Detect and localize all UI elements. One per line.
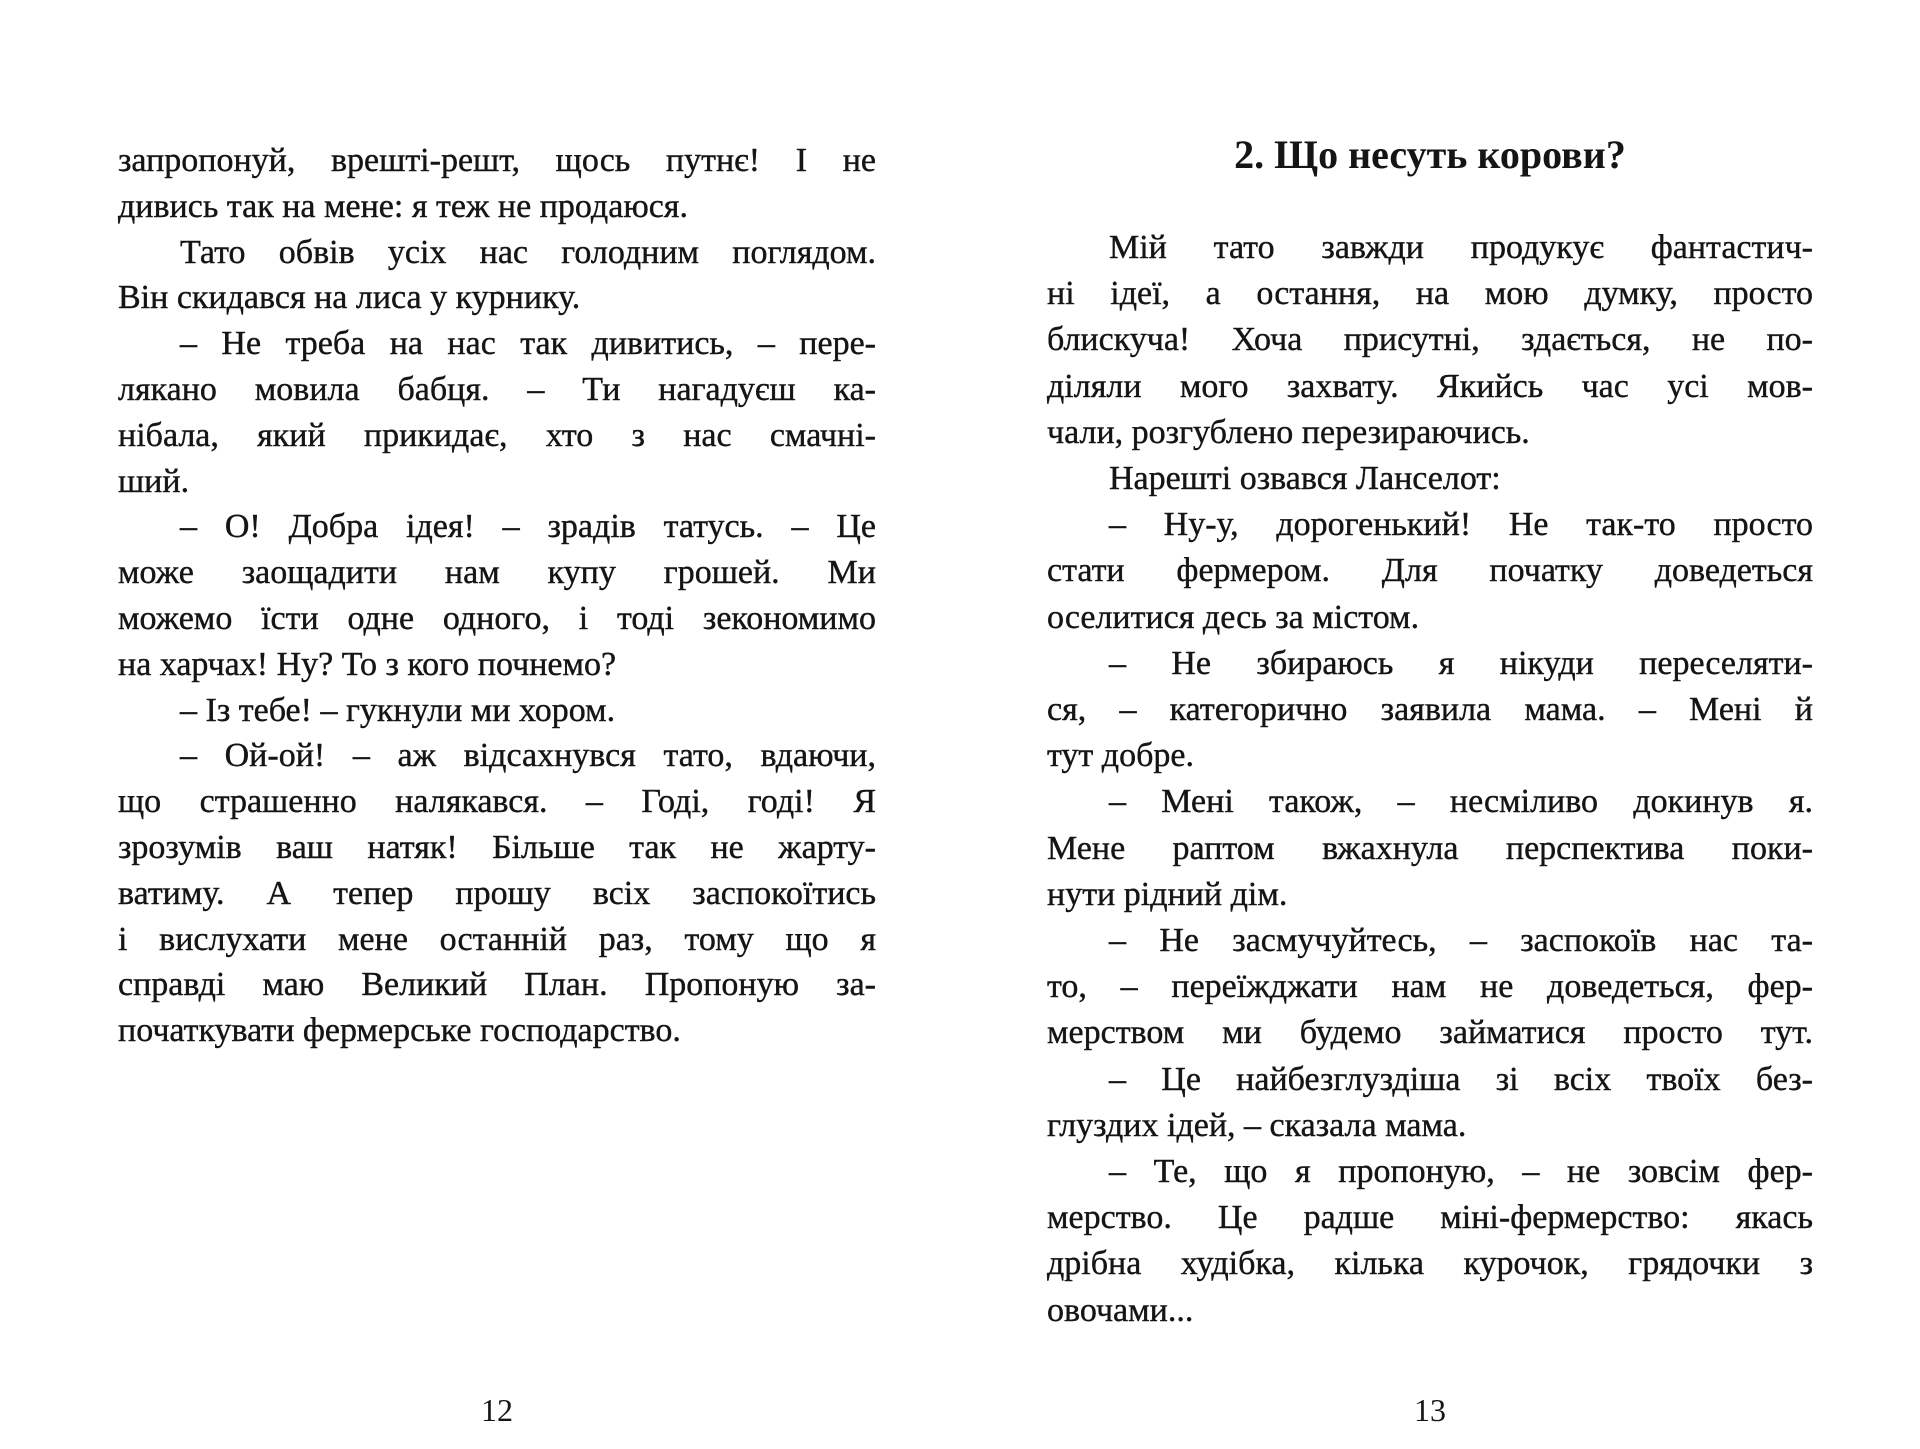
text-line: Мене раптом вжахнула перспектива поки- <box>1047 829 1813 867</box>
text-line: – Це найбезглуздіша зі всіх твоїх без- <box>1109 1060 1813 1098</box>
text-line: зрозумів ваш натяк! Більше так не жарту- <box>118 829 876 866</box>
left-page <box>118 0 876 1449</box>
text-line: ватиму. А тепер прошу всіх заспокоїтись <box>118 874 876 912</box>
text-line: – Не засмучуйтесь, – заспокоїв нас та- <box>1109 922 1813 959</box>
text-line: дивись так на мене: я теж не продаюся. <box>118 187 688 225</box>
text-line: Нарешті озвався Ланселот: <box>1109 460 1501 497</box>
text-line: – Мені також, – несміливо докинув я. <box>1109 783 1813 821</box>
text-line: дрібна худібка, кілька курочок, грядочки з <box>1047 1245 1813 1283</box>
text-line: чали, розгублено перезираючись. <box>1047 413 1530 451</box>
text-line: овочами... <box>1047 1291 1194 1329</box>
text-line: лякано мовила бабця. – Ти нагадуєш ка- <box>118 371 876 408</box>
right-page <box>1047 0 1813 1449</box>
text-line: на харчах! Ну? То з кого почнемо? <box>118 645 617 683</box>
text-line: мерством ми будемо займатися просто тут. <box>1047 1014 1813 1052</box>
text-line: діляли мого захвату. Якийсь час усі мов- <box>1047 367 1813 405</box>
text-line: Тато обвів усіх нас голодним поглядом. <box>180 233 876 271</box>
text-line: оселитися десь за містом. <box>1047 598 1420 636</box>
text-line: справді маю Великий План. Пропоную за- <box>118 966 876 1004</box>
text-line: ся, – категорично заявила мама. – Мені й <box>1047 691 1813 728</box>
text-line: початкувати фермерське господарство. <box>118 1012 681 1050</box>
text-line: що страшенно налякався. – Годі, годі! Я <box>118 783 876 821</box>
page-number: 13 <box>1414 1392 1446 1428</box>
text-line: можемо їсти одне одного, і тоді зекономимо <box>118 600 876 637</box>
text-line: Він скидався на лиса у курнику. <box>118 279 581 317</box>
text-line: Мій тато завжди продукує фантастич- <box>1109 229 1813 266</box>
text-line: глуздих ідей, – сказала мама. <box>1047 1106 1467 1144</box>
text-line: то, – переїжджати нам не доведеться, фер- <box>1047 968 1813 1006</box>
text-line: – Ну-у, дорогенький! Не так-то просто <box>1109 506 1813 544</box>
text-line: тут добре. <box>1047 737 1194 775</box>
text-line: може заощадити нам купу грошей. Ми <box>118 554 876 592</box>
text-line: ший. <box>118 462 190 500</box>
text-line: блискуча! Хоча присутні, здається, не по- <box>1047 321 1813 359</box>
chapter-title: 2. Що несуть корови? <box>1234 132 1626 177</box>
text-line: – Ой-ой! – аж відсахнувся тато, вдаючи, <box>180 737 876 775</box>
text-line: ні ідеї, а остання, на мою думку, просто <box>1047 275 1813 313</box>
text-line: – Не треба на нас так дивитись, – пере- <box>180 325 876 363</box>
text-line: і вислухати мене останній раз, тому що я <box>118 920 876 958</box>
text-line: мерство. Це радше міні-фермерство: якась <box>1047 1199 1813 1237</box>
text-line: нути рідний дім. <box>1047 875 1288 913</box>
text-line: – Не збираюсь я нікуди переселяти- <box>1109 644 1813 682</box>
text-line: – О! Добра ідея! – зрадів татусь. – Це <box>180 508 876 546</box>
text-line: нібала, який прикидає, хто з нас смачні- <box>118 416 876 454</box>
text-line: запропонуй, врешті-решт, щось путнє! І не <box>118 142 876 179</box>
text-line: – Із тебе! – гукнули ми хором. <box>180 691 616 729</box>
page-number: 12 <box>481 1392 513 1428</box>
text-line: стати фермером. Для початку доведеться <box>1047 552 1813 590</box>
text-line: – Те, що я пропоную, – не зовсім фер- <box>1109 1153 1813 1190</box>
